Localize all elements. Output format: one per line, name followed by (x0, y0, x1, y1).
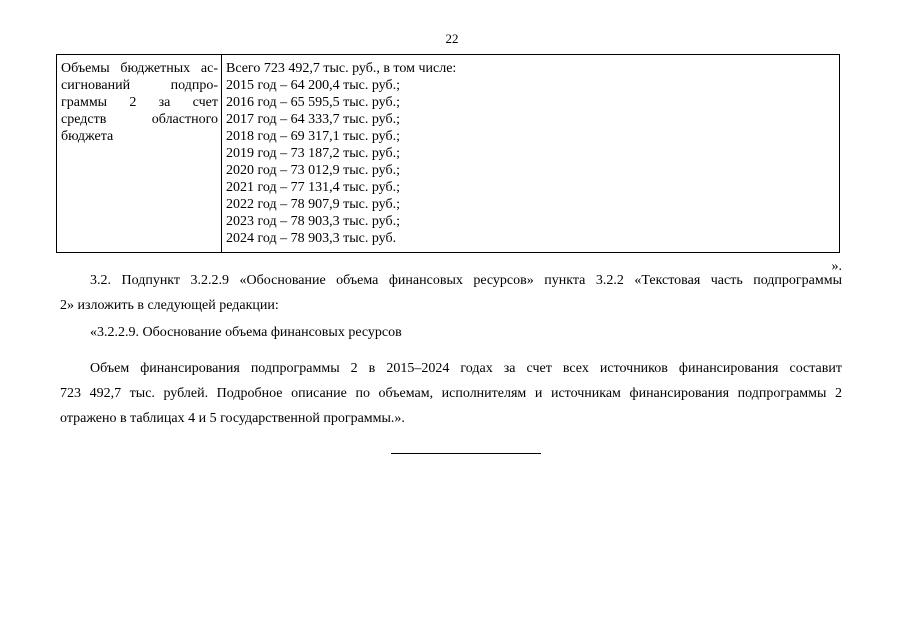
closing-quote: ». (831, 259, 842, 274)
table-row (57, 55, 840, 253)
year-line-2017: 2017 год – 64 333,7 тыс. руб.; (226, 112, 400, 127)
financing-paragraph (60, 356, 842, 431)
year-line-2016: 2016 год – 65 595,5 тыс. руб.; (226, 95, 400, 110)
year-line-2021: 2021 год – 77 131,4 тыс. руб.; (226, 180, 400, 195)
paragraph-line: 723 492,7 тыс. рублей. Подробное описание по объемам, исполнителям и источникам финансирования подпрограммы 2 (60, 386, 842, 401)
label-line: сигнований подпро- (61, 78, 218, 93)
allocation-values-cell (222, 55, 840, 253)
year-line-2019: 2019 год – 73 187,2 тыс. руб.; (226, 146, 400, 161)
label-line: средств областного (61, 112, 218, 127)
paragraph-line: Объем финансирования подпрограммы 2 в 2015–2024 годах за счет всех источников финансирования составит (90, 361, 842, 376)
year-line-2018: 2018 год – 69 317,1 тыс. руб.; (226, 129, 400, 144)
section-heading-text: «3.2.2.9. Обоснование объема финансовых ресурсов (90, 325, 402, 340)
label-line: бюджета (61, 129, 114, 144)
year-line-2023: 2023 год – 78 903,3 тыс. руб.; (226, 214, 400, 229)
paragraph-line: 2» изложить в следующей редакции: (60, 298, 279, 313)
paragraph-line: 3.2. Подпункт 3.2.2.9 «Обоснование объема финансовых ресурсов» пункта 3.2.2 «Текстовая часть подпрограммы (90, 273, 842, 288)
allocation-label-cell (57, 55, 222, 253)
label-line: Объемы бюджетных ас- (61, 61, 218, 76)
end-divider (391, 453, 541, 454)
year-line-2024: 2024 год – 78 903,3 тыс. руб. (226, 231, 397, 246)
budget-allocation-table (56, 54, 840, 253)
year-line-2022: 2022 год – 78 907,9 тыс. руб.; (226, 197, 400, 212)
section-heading (60, 320, 842, 345)
amendment-paragraph (60, 268, 842, 318)
paragraph-line: отражено в таблицах 4 и 5 государственной программы.». (60, 411, 405, 426)
page-number: 22 (445, 31, 459, 46)
year-line-2020: 2020 год – 73 012,9 тыс. руб.; (226, 163, 400, 178)
label-line: граммы 2 за счет (61, 95, 218, 110)
total-line: Всего 723 492,7 тыс. руб., в том числе: (226, 61, 457, 76)
year-line-2015: 2015 год – 64 200,4 тыс. руб.; (226, 78, 400, 93)
